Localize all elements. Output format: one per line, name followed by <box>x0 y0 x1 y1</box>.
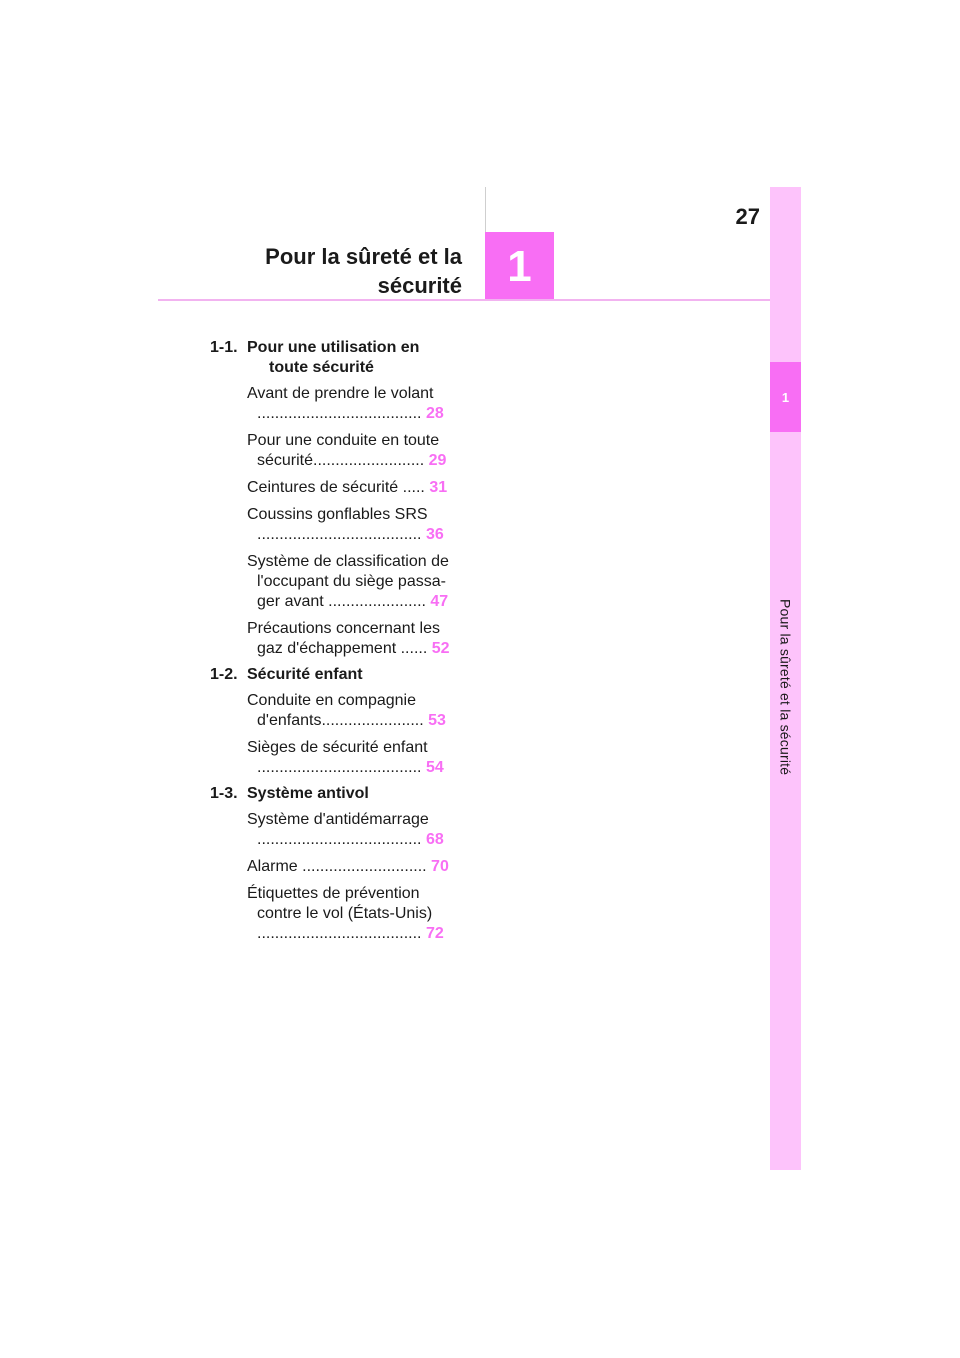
toc-entry-text: gaz d'échappement ...... <box>257 640 428 657</box>
toc-entry-text: ger avant ...................... <box>257 593 426 610</box>
toc-section-title: toute sécurité <box>269 359 374 376</box>
toc-section-heading <box>210 665 462 685</box>
toc-entry-text: ..................................... <box>257 831 422 848</box>
chapter-number: 1 <box>507 241 532 291</box>
page-number: 27 <box>735 204 760 229</box>
header-divider-horizontal <box>158 299 770 301</box>
toc-section-number: 1-3. <box>210 785 238 802</box>
toc-entry-text: Sièges de sécurité enfant <box>247 739 428 756</box>
toc-entry-text: Étiquettes de prévention <box>247 885 420 902</box>
toc-page-link[interactable]: 28 <box>425 405 444 422</box>
toc-entry[interactable] <box>247 505 462 545</box>
toc-entry-text: contre le vol (États-Unis) <box>257 905 433 922</box>
toc-page-link[interactable]: 31 <box>429 479 448 496</box>
toc-entry[interactable] <box>247 619 462 659</box>
toc-page-link[interactable]: 36 <box>425 526 444 543</box>
table-of-contents <box>210 338 462 944</box>
toc-page-link[interactable]: 52 <box>431 640 450 657</box>
toc-entry[interactable] <box>247 691 462 731</box>
toc-entry-text: ..................................... <box>257 925 422 942</box>
toc-entry[interactable] <box>247 857 462 877</box>
toc-section-heading <box>210 338 462 378</box>
toc-entry[interactable] <box>247 431 462 471</box>
toc-entry-text: Système de classification de <box>247 553 449 570</box>
toc-entry-text: Conduite en compagnie <box>247 692 417 709</box>
toc-entry-text: Avant de prendre le volant <box>247 385 434 402</box>
chapter-title: Pour la sûreté et la sécurité <box>265 244 462 298</box>
toc-entry[interactable] <box>247 810 462 850</box>
toc-section-title: Sécurité enfant <box>247 666 363 683</box>
toc-section-heading <box>210 784 462 804</box>
toc-entry-text: d'enfants....................... <box>257 712 424 729</box>
toc-section-number: 1-2. <box>210 666 238 683</box>
toc-entry-text: sécurité......................... <box>257 452 425 469</box>
toc-entry-text: ..................................... <box>257 759 422 776</box>
chapter-number-box <box>485 232 554 301</box>
toc-entry-text: Coussins gonflables SRS <box>247 506 428 523</box>
toc-page-link[interactable]: 54 <box>425 759 444 776</box>
toc-section-number: 1-1. <box>210 339 238 356</box>
side-tab-chapter-number[interactable] <box>770 362 801 432</box>
toc-entry[interactable] <box>247 384 462 424</box>
toc-entry[interactable] <box>247 478 462 498</box>
toc-entry[interactable] <box>247 552 462 612</box>
toc-section-title: Système antivol <box>247 785 369 802</box>
toc-page-link[interactable]: 70 <box>431 858 449 875</box>
toc-page-link[interactable]: 68 <box>425 831 444 848</box>
toc-entry[interactable] <box>247 738 462 778</box>
toc-entry-text: Précautions concernant les <box>247 620 440 637</box>
toc-page-link[interactable]: 53 <box>428 712 446 729</box>
toc-page-link[interactable]: 47 <box>430 593 449 610</box>
chapter-side-tab[interactable] <box>770 187 801 1170</box>
toc-page-link[interactable]: 72 <box>425 925 444 942</box>
toc-entry-text: Alarme ............................ <box>247 858 427 875</box>
toc-entry-text: Système d'antidémarrage <box>247 811 429 828</box>
toc-entry-text: ..................................... <box>257 526 422 543</box>
toc-entry-text: ..................................... <box>257 405 422 422</box>
toc-page-link[interactable]: 29 <box>428 452 447 469</box>
toc-entry[interactable] <box>247 884 462 944</box>
toc-section-title: Pour une utilisation en <box>247 339 420 356</box>
toc-entry-text: l'occupant du siège passa- <box>257 573 446 590</box>
toc-entry-text: Pour une conduite en toute <box>247 432 440 449</box>
toc-entry-text: Ceintures de sécurité ..... <box>247 479 425 496</box>
side-tab-chapter-label: Pour la sûreté et la sécurité <box>777 598 794 776</box>
side-tab-number-label: 1 <box>781 389 790 405</box>
